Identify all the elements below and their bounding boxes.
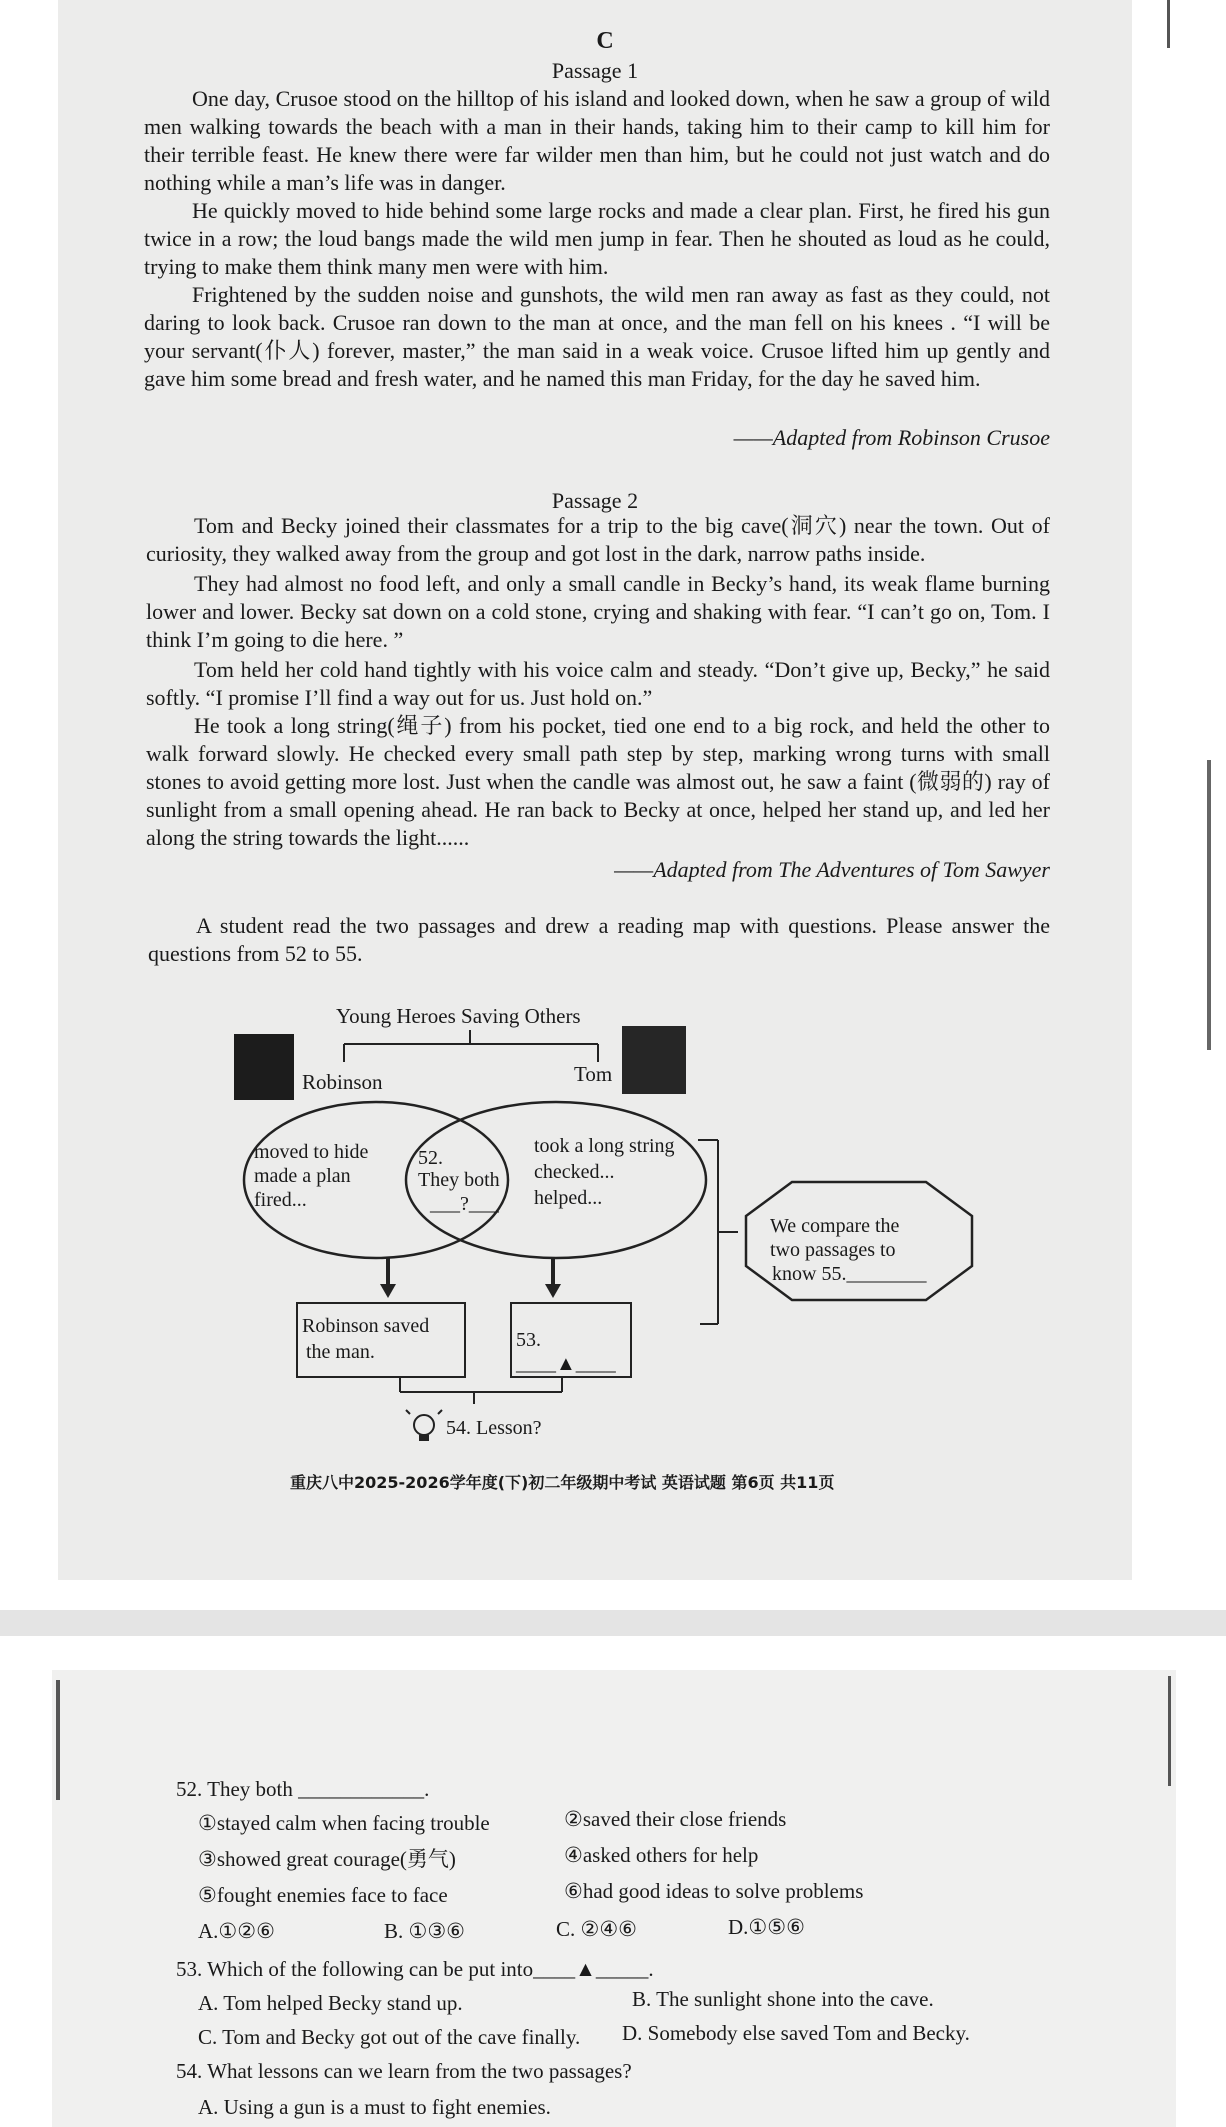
- passage1-paragraph-1: One day, Crusoe stood on the hilltop of his island and looked down, when he saw a group of wild men walking towards the beach with a man in their hands, taking him to their camp to kill him for their terrible feast. He knew there were far wilder men than him, but he could not just watch and do nothing while a man’s life was in danger.: [144, 86, 1050, 195]
- q52-option-4: ④asked others for help: [564, 1843, 759, 1867]
- reading-map-instruction: A student read the two passages and drew a reading map with questions. Please answer the questions from 52 to 55.: [148, 913, 1050, 966]
- tom-label: Tom: [574, 1062, 613, 1086]
- q52-option-1: ①stayed calm when facing trouble: [198, 1811, 490, 1835]
- lightbulb-icon: [406, 1410, 442, 1441]
- page-edge-mark: [1168, 1676, 1171, 1786]
- passage2-source: ——Adapted from The Adventures of Tom Sawyer: [614, 857, 1050, 882]
- question-52-blank[interactable]: ___?___: [430, 1193, 499, 1215]
- q52-option-6: ⑥had good ideas to solve problems: [564, 1879, 864, 1903]
- passage1-heading: Passage 1: [551, 58, 639, 83]
- passage1-paragraph-3: Frightened by the sudden noise and gunshots, the wild men ran away as fast as they could, not daring to look back. Crusoe ran down to the man at once, and the man fell on his knees . “I will be your servant(仆人) forever, master,” the man said in a weak voice. Crusoe lifted him up gently and gave him some bread and fresh water, and he named this man Friday, for the day he saved him.: [144, 282, 1050, 391]
- q52-choice-d[interactable]: D.①⑤⑥: [728, 1915, 805, 1939]
- robinson-action-2: made a plan: [254, 1165, 351, 1187]
- section-letter: C: [596, 28, 614, 54]
- tom-action-3: helped...: [534, 1187, 603, 1209]
- q52-choice-c[interactable]: C. ②④⑥: [556, 1917, 637, 1941]
- map-title: Young Heroes Saving Others: [336, 1004, 581, 1028]
- q52-option-3: ③showed great courage(勇气): [198, 1847, 456, 1871]
- q53-option-b[interactable]: B. The sunlight shone into the cave.: [632, 1987, 934, 2011]
- robinson-action-3: fired...: [254, 1189, 307, 1211]
- tom-photo: [622, 1026, 686, 1094]
- passage2-paragraph-2: They had almost no food left, and only a small candle in Becky’s hand, its weak flame burning lower and lower. Becky sat down on a cold stone, crying and shaking with fear. “I can’t go on, Tom. I think I’m going to die here. ”: [146, 571, 1050, 652]
- question-53-box: [510, 1302, 632, 1378]
- q54-option-a[interactable]: A. Using a gun is a must to fight enemies.: [198, 2095, 551, 2119]
- passage2-paragraph-1: Tom and Becky joined their classmates for a trip to the big cave(洞穴) near the town. Out of curiosity, they walked away from the group and got lost in the dark, narrow paths inside.: [146, 513, 1050, 566]
- question-53-blank[interactable]: 53. ____▲____: [516, 1329, 616, 1375]
- question-53-stem: 53. Which of the following can be put into____▲_____.: [176, 1957, 654, 1981]
- q53-option-d[interactable]: D. Somebody else saved Tom and Becky.: [622, 2021, 970, 2045]
- page-divider: [0, 1610, 1226, 1636]
- robinson-result-box: [296, 1302, 466, 1378]
- compare-line-1: We compare the: [770, 1215, 900, 1237]
- passage2-heading: Passage 2: [551, 488, 639, 513]
- robinson-label: Robinson: [302, 1070, 383, 1094]
- question-52-stem: 52. They both ____________.: [176, 1777, 430, 1801]
- compare-line-2: two passages to: [770, 1239, 896, 1261]
- question-55-blank[interactable]: know 55.________: [772, 1263, 927, 1285]
- robinson-result-line-1: Robinson saved: [302, 1315, 430, 1337]
- overlap-they-both: They both: [418, 1169, 500, 1191]
- question-54-stem: 54. What lessons can we learn from the two passages?: [176, 2059, 632, 2083]
- q52-choice-b[interactable]: B. ①③⑥: [384, 1919, 465, 1943]
- passage1-paragraph-2: He quickly moved to hide behind some large rocks and made a clear plan. First, he fired his gun twice in a row; the loud bangs made the wild men jump in fear. Then he shouted as loud as he could, trying to make them think many men were with him.: [144, 198, 1050, 279]
- q52-choice-a[interactable]: A.①②⑥: [198, 1919, 275, 1943]
- page-edge-mark: [56, 1680, 60, 1800]
- robinson-photo: [234, 1034, 294, 1100]
- passage2-paragraph-3: Tom held her cold hand tightly with his voice calm and steady. “Don’t give up, Becky,” he said softly. “I promise I’ll find a way out for us. Just hold on.”: [146, 657, 1050, 710]
- q52-option-2: ②saved their close friends: [564, 1807, 787, 1831]
- passage2-paragraph-4: He took a long string(绳子) from his pocket, tied one end to a big rock, and held the other to walk forward slowly. He checked every small path step by step, marking wrong turns with small stones to avoid getting more lost. Just when the candle was almost out, he saw a faint (微弱的) ray of sunlight from a small opening ahead. He ran back to Becky at once, helped her stand up, and led her along the string towards the light......: [146, 713, 1050, 850]
- question-52-label: 52.: [418, 1147, 443, 1169]
- page-footer: 重庆八中2025-2026学年度(下)初二年级期中考试 英语试题 第6页 共11页: [290, 1473, 835, 1492]
- tom-action-1: took a long string: [534, 1135, 675, 1157]
- robinson-action-1: moved to hide: [254, 1141, 369, 1163]
- q53-option-c[interactable]: C. Tom and Becky got out of the cave finally.: [198, 2025, 581, 2049]
- question-54-lesson: 54. Lesson?: [446, 1417, 542, 1439]
- q53-option-a[interactable]: A. Tom helped Becky stand up.: [198, 1991, 463, 2015]
- tom-action-2: checked...: [534, 1161, 615, 1183]
- passage1-source: ——Adapted from Robinson Crusoe: [733, 425, 1050, 450]
- robinson-result-line-2: the man.: [306, 1341, 375, 1363]
- q52-option-5: ⑤fought enemies face to face: [198, 1883, 448, 1907]
